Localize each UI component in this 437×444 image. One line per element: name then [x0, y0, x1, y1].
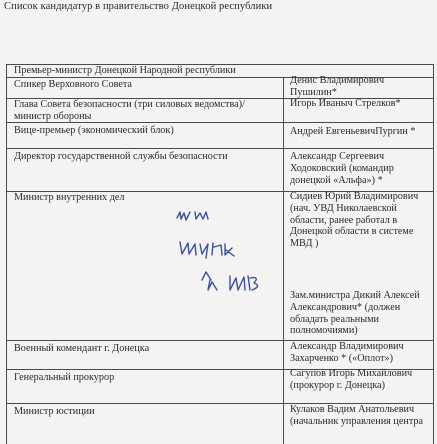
row-divider: [6, 148, 434, 149]
candidate-cell: Кулаков Вадим Анатольевич (начальник управления центра: [290, 404, 424, 427]
position-cell: Спикер Верховного Совета: [14, 79, 132, 90]
position-cell: Министр внутренних дел: [14, 192, 125, 203]
candidate-extra-cell: Зам.министра Дикий Алексей Александрович* (должен обладать реальными полномочиями): [290, 290, 420, 337]
candidate-cell: Александр Владимирович Захарченко * («Оплот»): [290, 341, 404, 364]
handwritten-note: [150, 200, 275, 310]
candidate-cell: Андрей ЕвгеньевичПургин *: [290, 126, 416, 137]
table-header-row: Премьер-министр Донецкой Народной республики: [14, 65, 236, 76]
position-cell: Министр юстиции: [14, 406, 95, 417]
column-divider: [283, 77, 284, 444]
candidate-cell: Игорь Иваныч Стрелков*: [290, 98, 401, 109]
position-cell: Военный комендант г. Донецка: [14, 343, 150, 354]
candidate-cell: Сагупов Игорь Михайлович (прокурор г. Донецка): [290, 368, 413, 391]
candidate-cell: Сидиев Юрий Владимирович (нач. УВД Николаевской области, ранее работал в Донецкой области в системе МВД ): [290, 191, 419, 250]
candidate-cell: Денис Владимирович Пушилин*: [290, 75, 385, 98]
position-cell: Генеральный прокурор: [14, 372, 115, 383]
position-cell: Глава Совета безопасности (три силовых ведомства)/ министр обороны: [14, 99, 245, 122]
position-cell: Вице-премьер (экономический блок): [14, 125, 174, 136]
candidate-cell: Александр Сергеевич Ходоковский (командир донецкой «Альфа») *: [290, 151, 394, 186]
position-cell: Директор государственной службы безопасности: [14, 151, 228, 162]
table-right-border: [433, 64, 434, 444]
page-title: Список кандидатур в правительство Донецкой республики: [4, 1, 273, 12]
